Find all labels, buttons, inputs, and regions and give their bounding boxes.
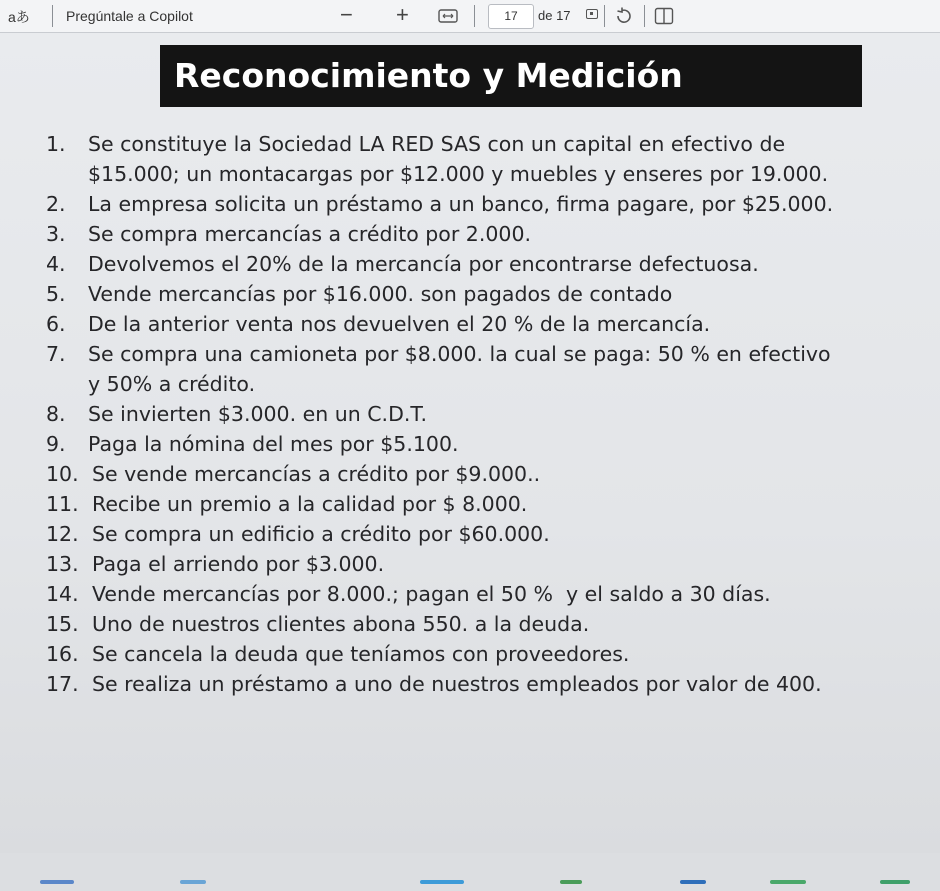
- taskbar-indicator: [420, 880, 464, 884]
- list-item: [0, 219, 940, 249]
- taskbar-strip: [0, 853, 940, 891]
- item-number: 10.: [46, 462, 79, 486]
- item-text-line: Paga la nómina del mes por $5.100.: [88, 432, 459, 456]
- item-number: 9.: [46, 432, 66, 456]
- item-text-line: Se constituye la Sociedad LA RED SAS con un capital en efectivo de: [88, 132, 786, 156]
- item-number: 4.: [46, 252, 66, 276]
- item-text-line: Uno de nuestros clientes abona 550. a la deuda.: [92, 612, 590, 636]
- list-item: [0, 669, 940, 699]
- list-item: [0, 129, 940, 189]
- item-number: 8.: [46, 402, 66, 426]
- item-number: 6.: [46, 312, 66, 336]
- list-item: [0, 579, 940, 609]
- list-item: [0, 339, 940, 399]
- item-number: 17.: [46, 672, 79, 696]
- item-number: 3.: [46, 222, 66, 246]
- taskbar-indicator: [880, 880, 910, 884]
- taskbar-indicator: [680, 880, 706, 884]
- list-item: [0, 279, 940, 309]
- item-number: 1.: [46, 132, 66, 156]
- item-text-line: Se invierten $3.000. en un C.D.T.: [88, 402, 427, 426]
- taskbar-indicator: [770, 880, 806, 884]
- item-text-line: Se compra mercancías a crédito por 2.000.: [88, 222, 532, 246]
- item-text-line: Se compra una camioneta por $8.000. la cual se paga: 50 % en efectivo: [88, 342, 831, 366]
- item-number: 11.: [46, 492, 79, 516]
- exercise-list: [0, 129, 940, 699]
- page-number-input[interactable]: 17: [488, 4, 534, 29]
- fit-page-icon[interactable]: [586, 9, 598, 19]
- item-text-line: De la anterior venta nos devuelven el 20 % de la mercancía.: [88, 312, 711, 336]
- item-number: 13.: [46, 552, 79, 576]
- list-item: [0, 189, 940, 219]
- item-text-line: $15.000; un montacargas por $12.000 y muebles y enseres por 19.000.: [88, 162, 829, 186]
- document-title: Reconocimiento y Medición: [174, 56, 683, 95]
- toolbar-divider: [474, 5, 475, 27]
- list-item: [0, 639, 940, 669]
- list-item: [0, 249, 940, 279]
- list-item: [0, 489, 940, 519]
- item-text-line: Recibe un premio a la calidad por $ 8.000.: [92, 492, 528, 516]
- item-number: 12.: [46, 522, 79, 546]
- item-number: 15.: [46, 612, 79, 636]
- list-item: [0, 459, 940, 489]
- item-text-line: y 50% a crédito.: [88, 372, 256, 396]
- item-text-line: Se cancela la deuda que teníamos con proveedores.: [92, 642, 630, 666]
- item-text-line: La empresa solicita un préstamo a un banco, firma pagare, por $25.000.: [88, 192, 834, 216]
- zoom-out-icon[interactable]: −: [340, 2, 353, 27]
- list-item: [0, 519, 940, 549]
- ask-copilot-button[interactable]: Pregúntale a Copilot: [66, 8, 193, 24]
- title-banner: [160, 45, 862, 107]
- item-number: 16.: [46, 642, 79, 666]
- document-page: [0, 33, 940, 853]
- item-text-line: Vende mercancías por 8.000.; pagan el 50 % y el saldo a 30 días.: [92, 582, 771, 606]
- item-text-line: Se realiza un préstamo a uno de nuestros empleados por valor de 400.: [92, 672, 822, 696]
- list-item: [0, 549, 940, 579]
- item-text-line: Vende mercancías por $16.000. son pagados de contado: [88, 282, 673, 306]
- page-total-label: de 17: [538, 8, 571, 23]
- item-number: 5.: [46, 282, 66, 306]
- item-text-line: Se compra un edificio a crédito por $60.000.: [92, 522, 550, 546]
- toolbar-divider: [604, 5, 605, 27]
- pdf-toolbar: [0, 0, 940, 33]
- read-aloud-icon[interactable]: aあ: [8, 9, 30, 25]
- fit-width-icon[interactable]: [438, 8, 458, 24]
- rotate-icon[interactable]: [614, 6, 634, 26]
- item-text-line: Devolvemos el 20% de la mercancía por encontrarse defectuosa.: [88, 252, 759, 276]
- item-text-line: Paga el arriendo por $3.000.: [92, 552, 385, 576]
- toolbar-divider: [52, 5, 53, 27]
- taskbar-indicator: [40, 880, 74, 884]
- zoom-in-icon[interactable]: +: [396, 2, 409, 27]
- taskbar-indicator: [180, 880, 206, 884]
- list-item: [0, 309, 940, 339]
- list-item: [0, 399, 940, 429]
- taskbar-indicator: [560, 880, 582, 884]
- list-item: [0, 609, 940, 639]
- item-number: 14.: [46, 582, 79, 606]
- item-text-line: Se vende mercancías a crédito por $9.000..: [92, 462, 541, 486]
- item-number: 2.: [46, 192, 66, 216]
- item-number: 7.: [46, 342, 66, 366]
- toolbar-divider: [644, 5, 645, 27]
- list-item: [0, 429, 940, 459]
- two-page-view-icon[interactable]: [654, 7, 674, 25]
